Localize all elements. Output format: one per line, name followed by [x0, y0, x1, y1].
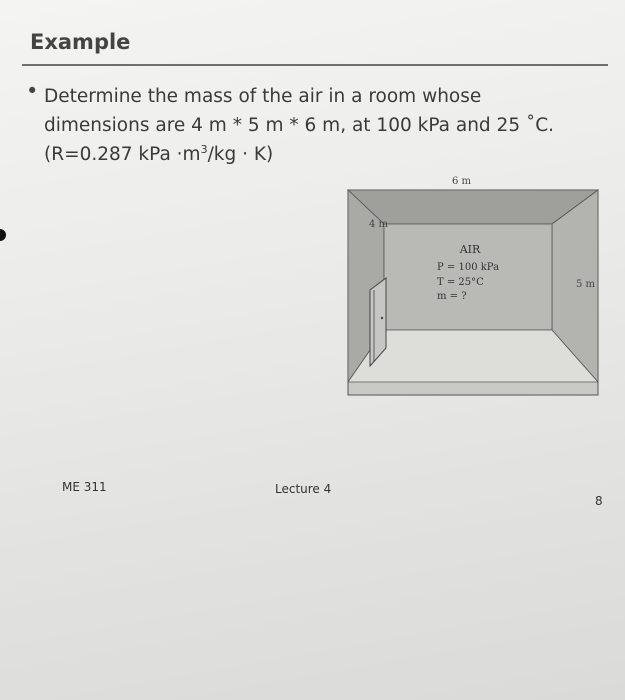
bullet-icon: •	[26, 79, 39, 103]
dimension-right-label: 5 m	[576, 279, 596, 290]
air-temperature: T = 25°C	[437, 277, 484, 288]
air-title: AIR	[459, 243, 481, 256]
room-door-handle	[381, 317, 383, 319]
gas-constant-suffix: /kg · K)	[207, 144, 274, 165]
gas-constant-exponent: 3	[200, 142, 208, 156]
slide-edge-marker	[0, 229, 6, 241]
gas-constant-prefix: (R=0.287 kPa ·m	[44, 144, 201, 165]
gas-constant-line	[44, 140, 614, 169]
air-mass: m = ?	[437, 291, 467, 302]
dimension-top-label: 6 m	[452, 176, 472, 187]
title-divider	[22, 64, 608, 66]
footer-course: ME 311	[62, 480, 107, 494]
problem-statement	[44, 82, 614, 169]
statement-line-2: dimensions are 4 m * 5 m * 6 m, at 100 kPa and 25 ˚C.	[44, 115, 555, 136]
air-pressure: P = 100 kPa	[437, 262, 500, 273]
footer-lecture: Lecture 4	[275, 482, 332, 496]
statement-line-1: Determine the mass of the air in a room whose	[44, 86, 482, 107]
dimension-left-label: 4 m	[369, 219, 389, 230]
footer-page-number: 8	[595, 494, 603, 508]
slide-title: Example	[30, 30, 131, 54]
